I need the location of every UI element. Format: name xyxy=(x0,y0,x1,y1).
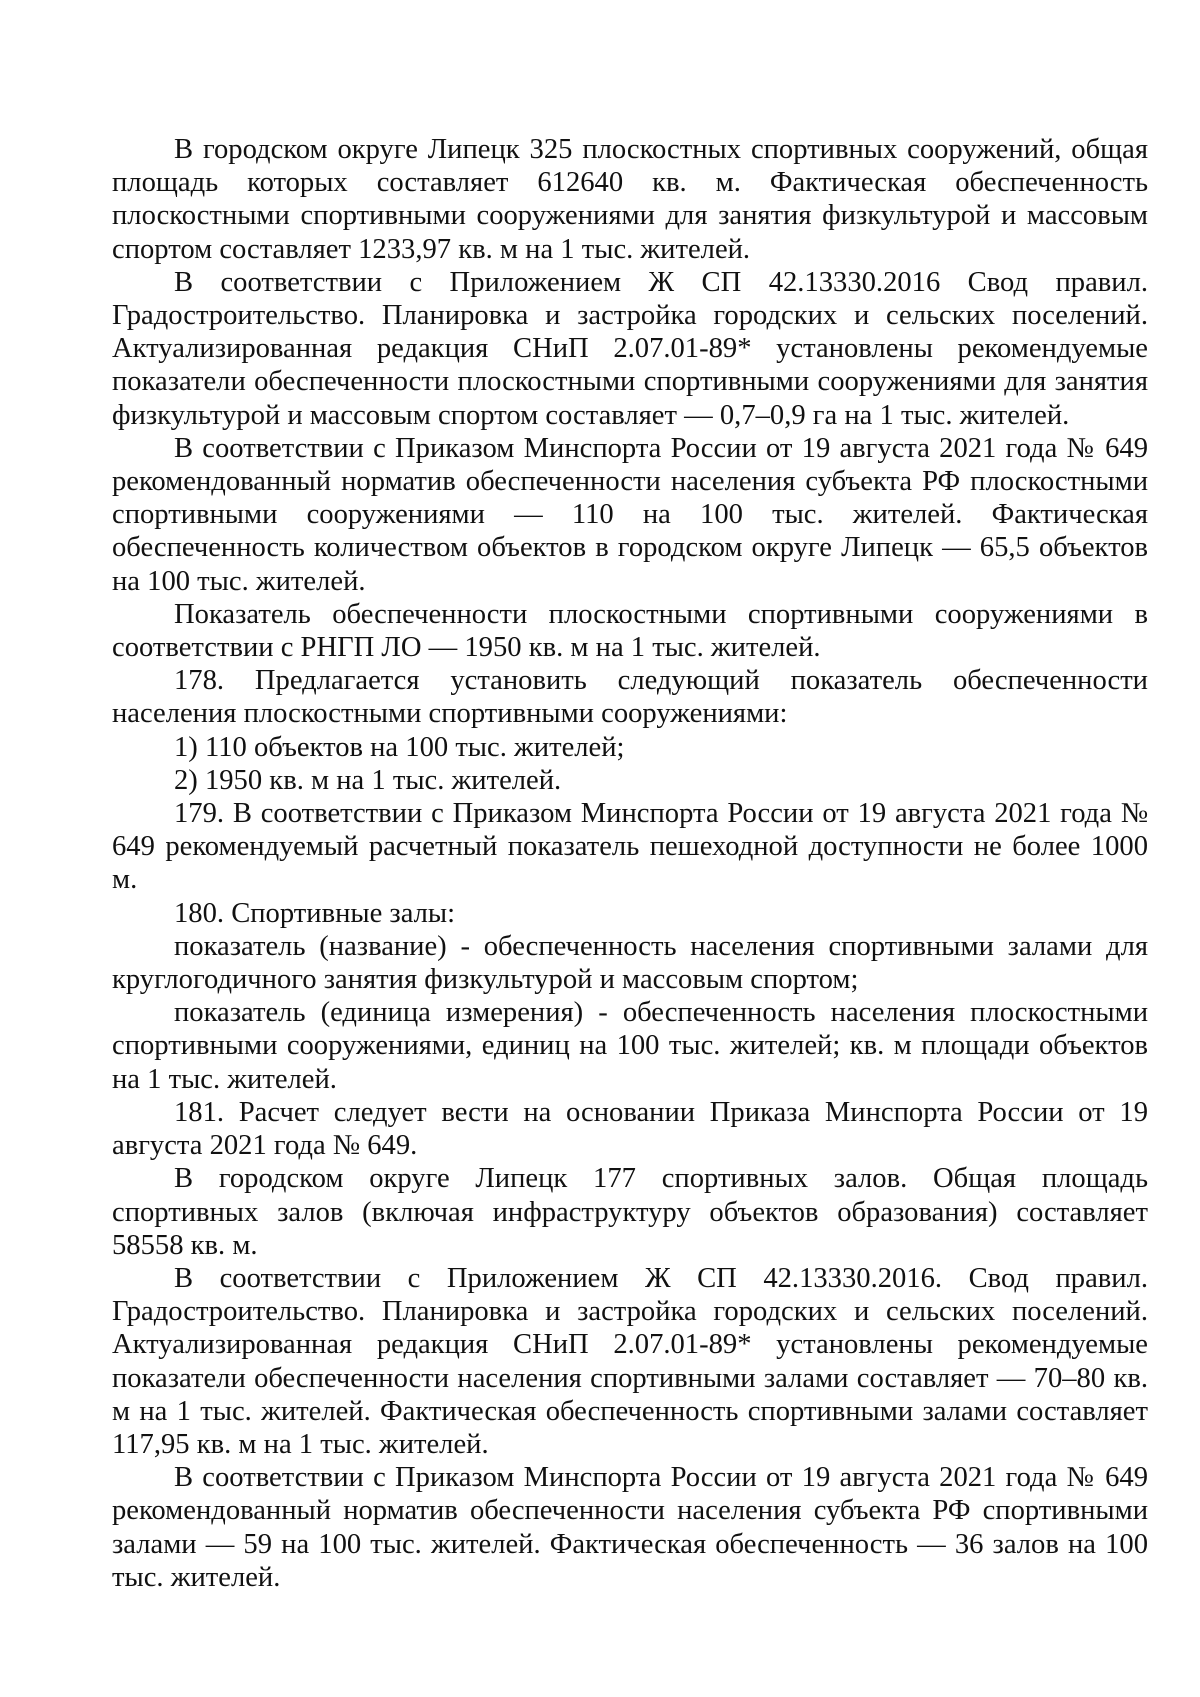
heading-180-sports-halls: 180. Спортивные залы: xyxy=(174,897,456,929)
paragraph-sp-42-plane-facilities: В соответствии с Приложением Ж СП 42.13330.2016 Свод правил. Градостроительство. Планировка и застройка городских и сельских поселений. Актуализированная редакция СНиП 2.07.01-89* установлены рекомендуемые показатели обеспеченности плоскостными спортивными сооружениями для занятия физкультурой и массовым спортом составляет — 0,7–0,9 га на 1 тыс. жителей. xyxy=(112,266,1148,431)
paragraph-indicator-unit: показатель (единица измерения) - обеспеченность населения плоскостными спортивными сооружениями, единиц на 100 тыс. жителей; кв. м площади объектов на 1 тыс. жителей. xyxy=(112,997,1148,1095)
paragraph-minsport-halls-norm: В соответствии с Приказом Минспорта России от 19 августа 2021 года № 649 рекомендованный норматив обеспеченности населения субъекта РФ спортивными залами — 59 на 100 тыс. жителей. Фактическая обеспеченность — 36 залов на 100 тыс. жителей. xyxy=(112,1462,1148,1593)
paragraph-sp-42-sports-halls: В соответствии с Приложением Ж СП 42.13330.2016. Свод правил. Градостроительство. Планировка и застройка городских и сельских поселений. Актуализированная редакция СНиП 2.07.01-89* установлены рекомендуемые показатели обеспеченности населения спортивными залами составляет — 70–80 кв. м на 1 тыс. жителей. Фактическая обеспеченность спортивными залами составляет 117,95 кв. м на 1 тыс. жителей. xyxy=(112,1262,1148,1460)
paragraph-179-walking-distance: 179. В соответствии с Приказом Минспорта России от 19 августа 2021 года № 649 рекомендуемый расчетный показатель пешеходной доступности не более 1000 м. xyxy=(112,798,1148,896)
paragraph-181-calculation: 181. Расчет следует вести на основании Приказа Минспорта России от 19 августа 2021 года № 649. xyxy=(112,1096,1148,1162)
paragraph-178-proposal: 178. Предлагается установить следующий показатель обеспеченности населения плоскостными спортивными сооружениями: xyxy=(112,665,1148,730)
paragraph-minsport-plane-norm: В соответствии с Приказом Минспорта России от 19 августа 2021 года № 649 рекомендованный норматив обеспеченности населения субъекта РФ плоскостными спортивными сооружениями — 110 на 100 тыс. жителей. Фактическая обеспеченность количеством объектов в городском округе Липецк — 65,5 объектов на 100 тыс. жителей. xyxy=(112,432,1148,597)
list-item-2: 2) 1950 кв. м на 1 тыс. жителей. xyxy=(174,764,562,796)
paragraph-plane-facilities-lipetsk: В городском округе Липецк 325 плоскостных спортивных сооружений, общая площадь которых составляет 612640 кв. м. Фактическая обеспеченность плоскостными спортивными сооружениями для занятия физкультурой и массовым спортом составляет 1233,97 кв. м на 1 тыс. жителей. xyxy=(112,134,1148,265)
paragraph-rngp-indicator: Показатель обеспеченности плоскостными спортивными сооружениями в соответствии с РНГП ЛО — 1950 кв. м на 1 тыс. жителей. xyxy=(112,598,1148,664)
paragraph-indicator-name: показатель (название) - обеспеченность населения спортивными залами для круглогодичного занятия физкультурой и массовым спортом; xyxy=(112,930,1148,996)
list-item-1: 1) 110 объектов на 100 тыс. жителей; xyxy=(174,731,625,763)
paragraph-sports-halls-lipetsk: В городском округе Липецк 177 спортивных залов. Общая площадь спортивных залов (включая инфраструктуру объектов образования) составляет 58558 кв. м. xyxy=(112,1163,1148,1261)
